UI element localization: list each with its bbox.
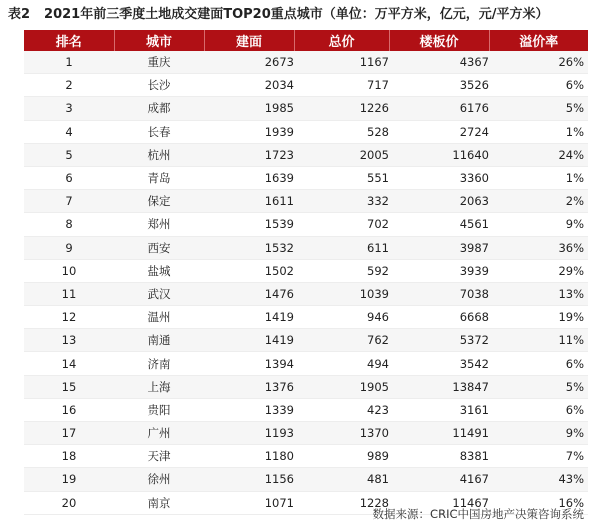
total-price-cell: 423 — [294, 398, 389, 421]
area-cell: 1539 — [204, 213, 294, 236]
total-price-cell: 989 — [294, 445, 389, 468]
total-price-cell: 1228 — [294, 491, 389, 514]
city-cell: 长沙 — [114, 74, 204, 97]
table-row — [24, 398, 588, 421]
city-cell: 徐州 — [114, 468, 204, 491]
rank-cell: 8 — [24, 213, 114, 236]
total-price-cell: 762 — [294, 329, 389, 352]
table-row — [24, 329, 588, 352]
table-row — [24, 51, 588, 74]
premium-rate-cell: 11% — [489, 329, 588, 352]
total-price-cell: 1226 — [294, 97, 389, 120]
rank-cell: 5 — [24, 143, 114, 166]
header-premium-rate: 溢价率 — [489, 30, 588, 51]
area-cell: 2673 — [204, 51, 294, 74]
area-cell: 1939 — [204, 120, 294, 143]
floor-price-cell: 3542 — [389, 352, 489, 375]
header-total-price: 总价 — [294, 30, 389, 51]
floor-price-cell: 11467 — [389, 491, 489, 514]
header-floor-price: 楼板价 — [389, 30, 489, 51]
rank-cell: 4 — [24, 120, 114, 143]
rank-cell: 9 — [24, 236, 114, 259]
floor-price-cell: 8381 — [389, 445, 489, 468]
city-cell: 重庆 — [114, 51, 204, 74]
city-cell: 青岛 — [114, 166, 204, 189]
caption-label: 表2 — [8, 7, 31, 22]
floor-price-cell: 5372 — [389, 329, 489, 352]
premium-rate-cell: 29% — [489, 259, 588, 282]
premium-rate-cell: 6% — [489, 398, 588, 421]
table-row — [24, 468, 588, 491]
floor-price-cell: 2063 — [389, 190, 489, 213]
table-header-row — [24, 30, 588, 51]
premium-rate-cell: 43% — [489, 468, 588, 491]
table-row — [24, 97, 588, 120]
area-cell: 1394 — [204, 352, 294, 375]
total-price-cell: 332 — [294, 190, 389, 213]
city-cell: 保定 — [114, 190, 204, 213]
premium-rate-cell: 19% — [489, 306, 588, 329]
table-row — [24, 375, 588, 398]
city-cell: 南京 — [114, 491, 204, 514]
area-cell: 2034 — [204, 74, 294, 97]
floor-price-cell: 6176 — [389, 97, 489, 120]
premium-rate-cell: 9% — [489, 213, 588, 236]
floor-price-cell: 3161 — [389, 398, 489, 421]
table-row — [24, 120, 588, 143]
total-price-cell: 611 — [294, 236, 389, 259]
premium-rate-cell: 6% — [489, 352, 588, 375]
area-cell: 1419 — [204, 306, 294, 329]
rank-cell: 17 — [24, 422, 114, 445]
premium-rate-cell: 24% — [489, 143, 588, 166]
rank-cell: 2 — [24, 74, 114, 97]
table-row — [24, 306, 588, 329]
table-row — [24, 259, 588, 282]
floor-price-cell: 3526 — [389, 74, 489, 97]
premium-rate-cell: 5% — [489, 97, 588, 120]
total-price-cell: 481 — [294, 468, 389, 491]
rank-cell: 10 — [24, 259, 114, 282]
premium-rate-cell: 1% — [489, 166, 588, 189]
ranking-table — [24, 30, 588, 515]
area-cell: 1476 — [204, 282, 294, 305]
city-cell: 上海 — [114, 375, 204, 398]
city-cell: 杭州 — [114, 143, 204, 166]
premium-rate-cell: 2% — [489, 190, 588, 213]
rank-cell: 15 — [24, 375, 114, 398]
floor-price-cell: 4167 — [389, 468, 489, 491]
area-cell: 1723 — [204, 143, 294, 166]
city-cell: 西安 — [114, 236, 204, 259]
total-price-cell: 1905 — [294, 375, 389, 398]
city-cell: 济南 — [114, 352, 204, 375]
total-price-cell: 494 — [294, 352, 389, 375]
city-cell: 长春 — [114, 120, 204, 143]
rank-cell: 7 — [24, 190, 114, 213]
header-rank: 排名 — [24, 30, 114, 51]
floor-price-cell: 13847 — [389, 375, 489, 398]
floor-price-cell: 4561 — [389, 213, 489, 236]
area-cell: 1502 — [204, 259, 294, 282]
table-row — [24, 352, 588, 375]
table-row — [24, 422, 588, 445]
area-cell: 1156 — [204, 468, 294, 491]
rank-cell: 19 — [24, 468, 114, 491]
premium-rate-cell: 1% — [489, 120, 588, 143]
area-cell: 1419 — [204, 329, 294, 352]
rank-cell: 20 — [24, 491, 114, 514]
premium-rate-cell: 5% — [489, 375, 588, 398]
rank-cell: 14 — [24, 352, 114, 375]
table-row — [24, 143, 588, 166]
floor-price-cell: 11640 — [389, 143, 489, 166]
area-cell: 1611 — [204, 190, 294, 213]
header-area: 建面 — [204, 30, 294, 51]
floor-price-cell: 4367 — [389, 51, 489, 74]
city-cell: 天津 — [114, 445, 204, 468]
total-price-cell: 2005 — [294, 143, 389, 166]
area-cell: 1532 — [204, 236, 294, 259]
city-cell: 郑州 — [114, 213, 204, 236]
floor-price-cell: 3360 — [389, 166, 489, 189]
floor-price-cell: 2724 — [389, 120, 489, 143]
premium-rate-cell: 9% — [489, 422, 588, 445]
rank-cell: 16 — [24, 398, 114, 421]
premium-rate-cell: 7% — [489, 445, 588, 468]
table-row — [24, 190, 588, 213]
city-cell: 广州 — [114, 422, 204, 445]
floor-price-cell: 3987 — [389, 236, 489, 259]
premium-rate-cell: 16% — [489, 491, 588, 514]
premium-rate-cell: 6% — [489, 74, 588, 97]
table-row — [24, 282, 588, 305]
total-price-cell: 717 — [294, 74, 389, 97]
city-cell: 成都 — [114, 97, 204, 120]
data-source-note: 数据来源：CRIC中国房地产决策咨询系统 — [372, 507, 584, 521]
premium-rate-cell: 13% — [489, 282, 588, 305]
area-cell: 1339 — [204, 398, 294, 421]
table-row — [24, 213, 588, 236]
total-price-cell: 946 — [294, 306, 389, 329]
city-cell: 盐城 — [114, 259, 204, 282]
total-price-cell: 592 — [294, 259, 389, 282]
rank-cell: 3 — [24, 97, 114, 120]
total-price-cell: 528 — [294, 120, 389, 143]
rank-cell: 1 — [24, 51, 114, 74]
total-price-cell: 1167 — [294, 51, 389, 74]
floor-price-cell: 7038 — [389, 282, 489, 305]
total-price-cell: 1039 — [294, 282, 389, 305]
city-cell: 温州 — [114, 306, 204, 329]
header-city: 城市 — [114, 30, 204, 51]
rank-cell: 18 — [24, 445, 114, 468]
table-row — [24, 445, 588, 468]
floor-price-cell: 11491 — [389, 422, 489, 445]
area-cell: 1985 — [204, 97, 294, 120]
city-cell: 南通 — [114, 329, 204, 352]
table-row — [24, 166, 588, 189]
area-cell: 1639 — [204, 166, 294, 189]
total-price-cell: 1370 — [294, 422, 389, 445]
table-caption — [8, 4, 594, 26]
area-cell: 1180 — [204, 445, 294, 468]
rank-cell: 11 — [24, 282, 114, 305]
table-body — [24, 51, 588, 514]
total-price-cell: 702 — [294, 213, 389, 236]
rank-cell: 13 — [24, 329, 114, 352]
area-cell: 1376 — [204, 375, 294, 398]
caption-title: 2021年前三季度土地成交建面TOP20重点城市（单位：万平方米，亿元，元/平方米） — [44, 7, 549, 22]
rank-cell: 6 — [24, 166, 114, 189]
premium-rate-cell: 36% — [489, 236, 588, 259]
table-row — [24, 74, 588, 97]
area-cell: 1193 — [204, 422, 294, 445]
city-cell: 武汉 — [114, 282, 204, 305]
floor-price-cell: 3939 — [389, 259, 489, 282]
total-price-cell: 551 — [294, 166, 389, 189]
floor-price-cell: 6668 — [389, 306, 489, 329]
premium-rate-cell: 26% — [489, 51, 588, 74]
city-cell: 贵阳 — [114, 398, 204, 421]
area-cell: 1071 — [204, 491, 294, 514]
table-row — [24, 236, 588, 259]
rank-cell: 12 — [24, 306, 114, 329]
